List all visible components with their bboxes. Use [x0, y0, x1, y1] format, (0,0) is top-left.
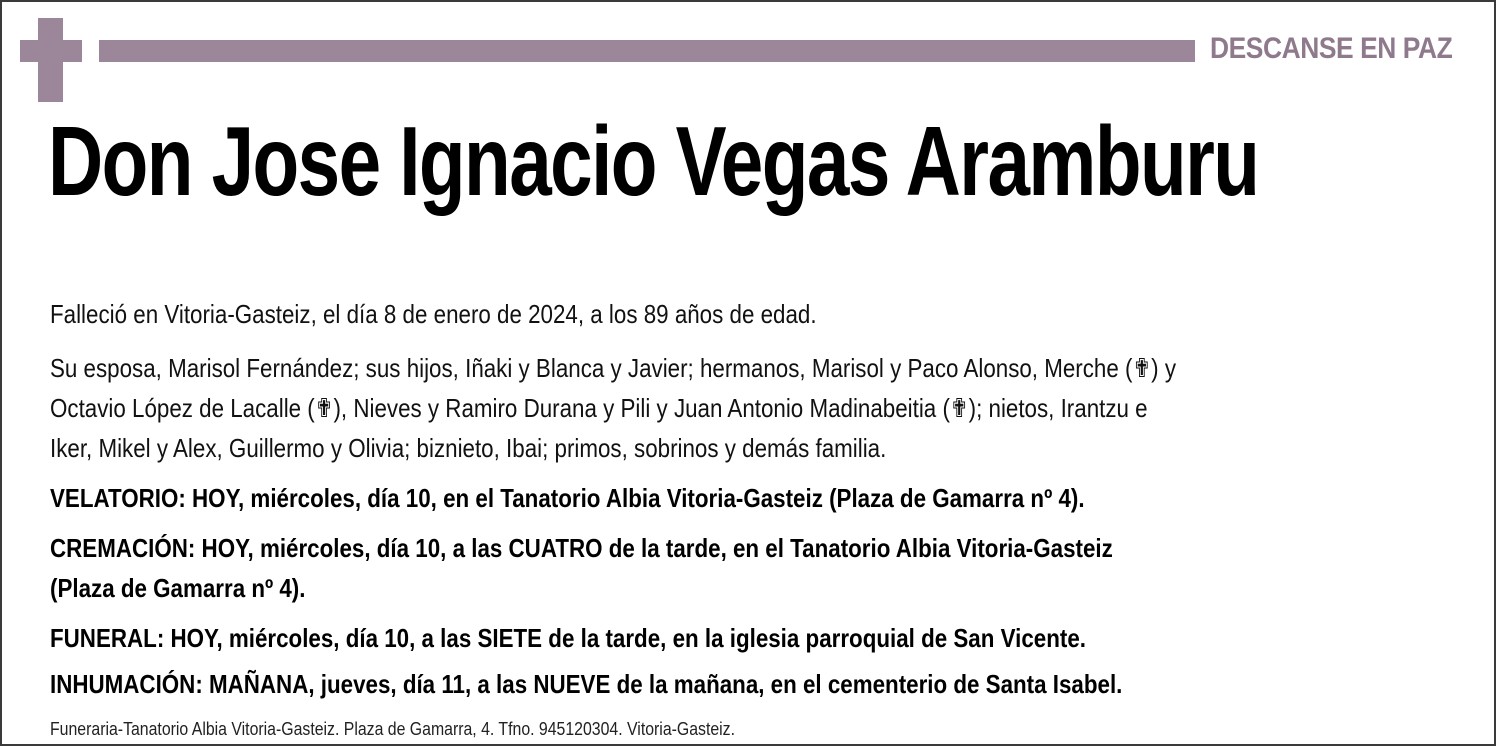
event-cremacion [50, 528, 1271, 608]
funeral-home-footer: Funeraria-Tanatorio Albia Vitoria-Gasteiz. Plaza de Gamarra, 4. Tfno. 945120304. Vitoria-Gasteiz. [50, 719, 736, 739]
death-notice: Falleció en Vitoria-Gasteiz, el día 8 de enero de 2024, a los 89 años de edad. [50, 299, 817, 329]
event-inhumacion [50, 664, 1271, 704]
event-line: (Plaza de Gamarra nº 4). [50, 573, 306, 603]
header-rule [99, 40, 1195, 62]
family-line: Iker, Mikel y Alex, Guillermo y Olivia; biznieto, Ibai; primos, sobrinos y demás familia. [50, 433, 887, 463]
cross-icon-arm [20, 40, 82, 62]
event-line: CREMACIÓN: HOY, miércoles, día 10, a las CUATRO de la tarde, en el Tanatorio Albia Vitoria-Gasteiz [50, 533, 1113, 563]
event-velatorio [50, 478, 1271, 518]
event-line: VELATORIO: HOY, miércoles, día 10, en el Tanatorio Albia Vitoria-Gasteiz (Plaza de Gamarra nº 4). [50, 483, 1085, 513]
event-line: INHUMACIÓN: MAÑANA, jueves, día 11, a las NUEVE de la mañana, en el cementerio de Santa Isabel. [50, 669, 1123, 699]
family-line: Octavio López de Lacalle (✟), Nieves y Ramiro Durana y Pili y Juan Antonio Madinabeitia (✟); nietos, Irantzu e [50, 393, 1148, 423]
tagline: DESCANSE EN PAZ [1210, 32, 1453, 65]
family-list [50, 348, 1271, 468]
family-line: Su esposa, Marisol Fernández; sus hijos, Iñaki y Blanca y Javier; hermanos, Marisol y Paco Alonso, Merche (✟) y [50, 353, 1177, 383]
event-line: FUNERAL: HOY, miércoles, día 10, a las SIETE de la tarde, en la iglesia parroquial de San Vicente. [50, 623, 1086, 653]
event-funeral [50, 618, 1271, 658]
deceased-name: Don Jose Ignacio Vegas Aramburu [48, 106, 1259, 216]
